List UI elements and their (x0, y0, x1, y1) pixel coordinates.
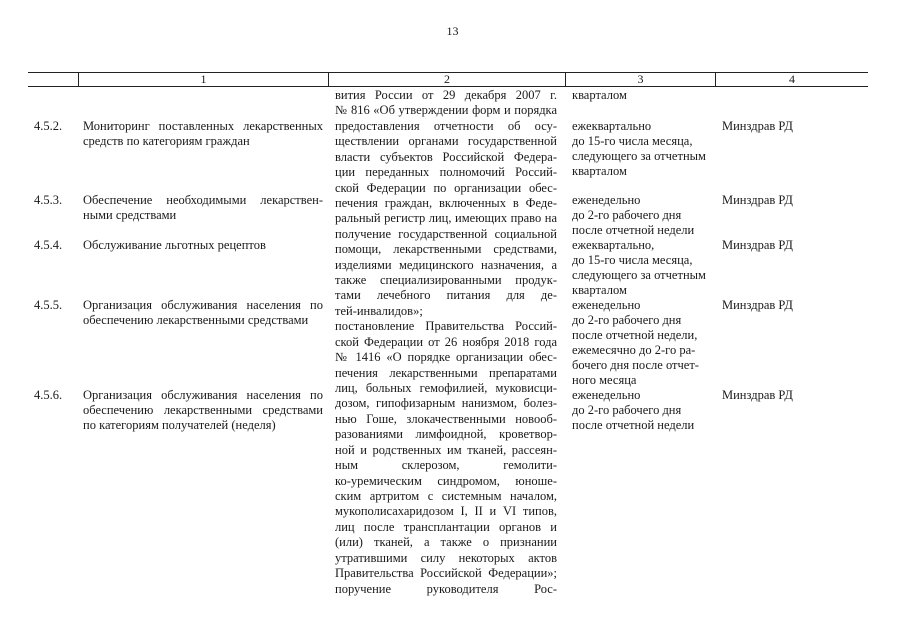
frequency-line: еженедельно (572, 388, 641, 402)
frequency-line: следующего за отчетным (572, 149, 706, 163)
basis-line: помощи, лекарственными средствами, (335, 242, 557, 257)
frequency-line: ежемесячно до 2-го ра- (572, 343, 696, 357)
basis-line: лиц, больных гемофилией, муковисци- (335, 381, 557, 396)
frequency-line: следующего за отчетным (572, 268, 706, 282)
row-description: Организация обслуживания населения по обеспечению лекарственными средствами по категориям получателей (неделя) (83, 388, 323, 432)
row-frequency (572, 388, 714, 433)
basis-line: № 816 «Об утверждении форм и порядка (335, 103, 557, 118)
basis-line: печения граждан, включенных в Феде- (335, 195, 557, 210)
basis-line: Правительства Российской Федерации»; (335, 566, 557, 581)
basis-line: ции переданных полномочий Россий- (335, 165, 557, 180)
basis-line: ществлении органами государственной (335, 134, 557, 149)
basis-line: власти субъектов Российской Федера- (335, 149, 557, 164)
frequency-line: до 2-го рабочего дня (572, 403, 682, 417)
frequency-line: до 15-го числа месяца, (572, 134, 693, 148)
basis-line: ской Федерации от 26 ноября 2018 года (335, 334, 557, 349)
row-number: 4.5.2. (34, 119, 63, 133)
basis-line: печения лекарственными препаратами (335, 365, 557, 380)
carry-over-col3: кварталом (572, 88, 627, 102)
row-description: Обеспечение необходимыми лекарствен-ными средствами (83, 193, 323, 222)
basis-line: ским артритом с системным началом, (335, 488, 557, 503)
row-number: 4.5.6. (34, 388, 63, 402)
frequency-line: ного месяца (572, 373, 637, 387)
frequency-line: кварталом (572, 164, 627, 178)
row-responsible: Минздрав РД (722, 193, 793, 207)
row-responsible: Минздрав РД (722, 298, 793, 312)
basis-line: мукополисахаридозом I, II и VI типов, (335, 504, 557, 519)
basis-line: лиц после трансплантации органов и (335, 519, 557, 534)
row-number: 4.5.3. (34, 193, 63, 207)
frequency-line: до 2-го рабочего дня (572, 313, 682, 327)
basis-line: ной и родственных им тканей, рассеян- (335, 442, 557, 457)
basis-line: тами лечебного питания для де- (335, 288, 557, 303)
page-number: 13 (446, 24, 459, 38)
header-col-4: 4 (789, 72, 795, 86)
row-responsible: Минздрав РД (722, 119, 793, 133)
frequency-line: после отчетной недели, (572, 328, 698, 342)
legal-basis-column (335, 88, 557, 597)
basis-line: дозом, гипофизарным нанизмом, болез- (335, 396, 557, 411)
row-frequency (572, 193, 714, 238)
row-responsible: Минздрав РД (722, 388, 793, 402)
row-frequency (572, 238, 714, 298)
row-responsible: Минздрав РД (722, 238, 793, 252)
row-frequency (572, 298, 714, 388)
row-number: 4.5.5. (34, 298, 63, 312)
frequency-line: после отчетной недели (572, 223, 695, 237)
basis-line: ральный регистр лиц, имеющих право на (335, 211, 557, 226)
row-frequency (572, 119, 714, 179)
frequency-line: до 15-го числа месяца, (572, 253, 693, 267)
basis-line: тей-инвалидов»; (335, 303, 423, 318)
frequency-line: до 2-го рабочего дня (572, 208, 682, 222)
frequency-line: еженедельно (572, 193, 641, 207)
basis-line: постановление Правительства Россий- (335, 319, 557, 334)
frequency-line: бочего дня после отчет- (572, 358, 699, 372)
frequency-line: еженедельно (572, 298, 641, 312)
basis-line: нью Гоше, злокачественными новооб- (335, 411, 557, 426)
basis-line: ным склерозом, гемолити- (335, 458, 557, 473)
basis-line: поручение руководителя Рос- (335, 581, 557, 596)
basis-line: вития России от 29 декабря 2007 г. (335, 88, 557, 102)
header-col-2: 2 (444, 72, 450, 86)
basis-line: также специализированными продук- (335, 273, 557, 288)
basis-line: разованиями лимфоидной, кроветвор- (335, 427, 557, 442)
basis-line: предоставления отчетности об осу- (335, 118, 557, 133)
basis-line: № 1416 «О порядке организации обес- (335, 350, 557, 365)
row-description: Обслуживание льготных рецептов (83, 238, 266, 252)
row-description: Организация обслуживания населения по обеспечению лекарственными средствами (83, 298, 323, 327)
frequency-line: после отчетной недели (572, 418, 695, 432)
row-description: Мониторинг поставленных лекарственных средств по категориям граждан (83, 119, 323, 148)
row-number: 4.5.4. (34, 238, 63, 252)
frequency-line: ежеквартально (572, 119, 652, 133)
frequency-line: ежеквартально, (572, 238, 655, 252)
frequency-line: кварталом (572, 283, 627, 297)
basis-line: утратившими силу некоторых актов (335, 550, 557, 565)
basis-line: ской Федерации по организации обес- (335, 180, 557, 195)
basis-line: ко-уремическим синдромом, юноше- (335, 473, 557, 488)
basis-line: получение государственной социальной (335, 226, 557, 241)
basis-line: (или) тканей, а также о признании (335, 535, 557, 550)
header-col-3: 3 (637, 72, 644, 86)
header-col-1: 1 (200, 72, 207, 86)
basis-line: изделиями медицинского назначения, а (335, 257, 557, 272)
